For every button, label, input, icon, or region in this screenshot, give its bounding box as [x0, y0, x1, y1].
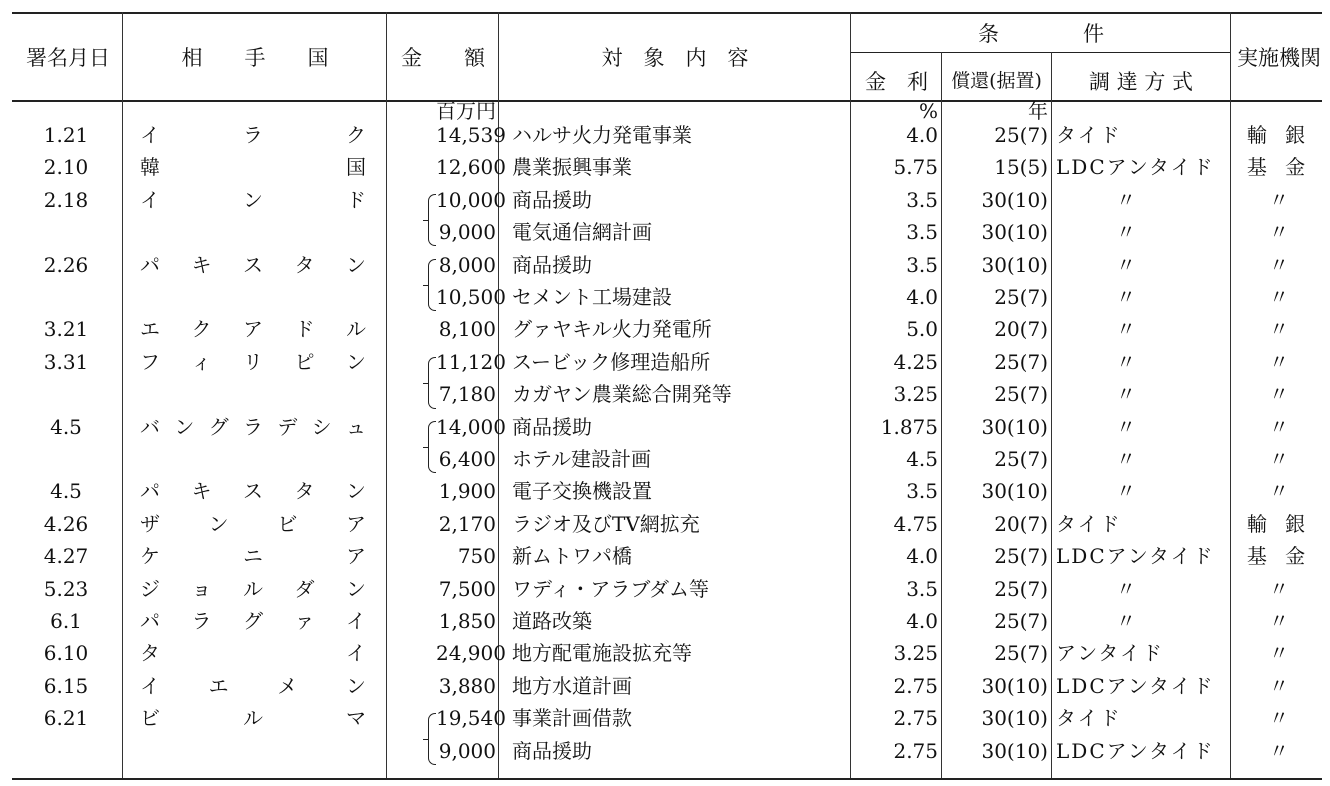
cell-proc: LDCアンタイド — [1056, 673, 1215, 698]
cell-date: 6.10 — [43, 641, 89, 666]
cell-agency: 〃 — [1269, 317, 1289, 342]
header-conditions: 条 件 — [978, 22, 1104, 46]
cell-subject: セメント工場建設 — [512, 285, 672, 309]
cell-date: 2.26 — [43, 252, 89, 277]
cell-proc: タイド — [1056, 123, 1122, 147]
cell-country: パ ラ グ ァ イ — [140, 609, 366, 633]
cell-agency: 基 金 — [1246, 544, 1312, 569]
header-repayment: 償還(据置) — [951, 70, 1042, 92]
cell-amount: 12,600 — [436, 155, 506, 180]
cell-amount: 7,180 — [438, 382, 496, 407]
cell-amount: 2,170 — [438, 511, 496, 536]
cell-agency: 〃 — [1269, 252, 1289, 277]
cell-country: イ エ メ ン — [140, 673, 366, 698]
cell-country: タ イ — [140, 641, 366, 666]
cell-subject: 商品援助 — [512, 187, 592, 212]
unit-amount: 百万円 — [436, 99, 496, 123]
cell-country: パ キ ス タ ン — [140, 479, 366, 504]
cell-repay: 25(7) — [994, 544, 1048, 569]
cell-subject: 事業計画借款 — [512, 706, 632, 731]
cell-country: フ ィ リ ピ ン — [140, 349, 366, 374]
header-bottom-rule — [12, 100, 1322, 102]
header-interest: 金 利 — [865, 70, 928, 94]
cell-amount: 9,000 — [438, 220, 496, 245]
cell-date: 6.21 — [43, 706, 89, 731]
header-date: 署名月日 — [26, 46, 110, 70]
cell-date: 5.23 — [43, 576, 89, 601]
col-divider — [1230, 12, 1231, 778]
group-brace — [428, 421, 436, 473]
cell-interest: 4.5 — [906, 447, 938, 471]
header-amount: 金 額 — [401, 46, 485, 70]
cell-amount: 3,880 — [438, 673, 496, 698]
cell-repay: 25(7) — [994, 641, 1048, 666]
cell-repay: 30(10) — [981, 252, 1048, 277]
cell-subject: スービック修理造船所 — [512, 349, 711, 374]
cell-interest: 4.0 — [906, 544, 938, 569]
cell-amount: 1,850 — [438, 609, 496, 633]
cell-interest: 4.25 — [893, 349, 938, 374]
cell-amount: 14,539 — [436, 123, 506, 147]
cell-subject: カガヤン農業総合開発等 — [512, 382, 732, 407]
cell-subject: ハルサ火力発電事業 — [512, 123, 692, 147]
cell-proc: 〃 — [1116, 382, 1136, 407]
cell-repay: 30(10) — [981, 414, 1048, 439]
cell-repay: 20(7) — [994, 317, 1048, 342]
cell-country: イ ラ ク — [140, 123, 366, 147]
col-divider — [122, 12, 123, 778]
cell-date: 1.21 — [43, 123, 89, 147]
cell-amount: 750 — [457, 544, 496, 569]
cell-country: 韓 国 — [140, 155, 366, 180]
cell-subject: ホテル建設計画 — [512, 447, 651, 471]
cell-repay: 25(7) — [994, 123, 1048, 147]
cell-amount: 10,500 — [436, 285, 506, 309]
cell-agency: 〃 — [1269, 706, 1289, 731]
cell-subject: 電子交換機設置 — [512, 479, 652, 504]
header-country: 相 手 国 — [181, 46, 329, 70]
group-brace — [428, 194, 436, 246]
cell-repay: 25(7) — [994, 285, 1048, 309]
cell-interest: 4.0 — [906, 609, 938, 633]
cell-date: 4.5 — [50, 414, 82, 439]
cell-subject: 地方配電施設拡充等 — [512, 641, 692, 666]
cell-amount: 1,900 — [438, 479, 496, 504]
cell-amount: 14,000 — [436, 414, 506, 439]
group-brace — [428, 259, 436, 311]
cell-subject: 道路改築 — [512, 609, 592, 633]
cell-repay: 25(7) — [994, 349, 1048, 374]
cell-date: 2.10 — [43, 155, 89, 180]
cell-subject: ワディ・アラブダム等 — [512, 576, 709, 601]
cell-proc: 〃 — [1116, 447, 1136, 471]
cell-agency: 〃 — [1269, 220, 1289, 245]
cell-amount: 7,500 — [438, 576, 496, 601]
cell-agency: 〃 — [1269, 382, 1289, 407]
cell-date: 2.18 — [43, 187, 89, 212]
cell-country: ビ ル マ — [140, 706, 366, 731]
cell-country: ケ ニ ア — [140, 544, 366, 569]
cell-interest: 5.0 — [906, 317, 938, 342]
cell-interest: 2.75 — [893, 706, 938, 731]
cell-repay: 25(7) — [994, 382, 1048, 407]
cell-country: バ ン グ ラ デ シ ュ — [140, 414, 366, 439]
cell-proc: LDCアンタイド — [1056, 738, 1215, 763]
cell-interest: 2.75 — [893, 673, 938, 698]
table-bottom-rule — [12, 778, 1322, 780]
cell-agency: 〃 — [1269, 738, 1289, 763]
cell-proc: 〃 — [1116, 187, 1136, 212]
group-brace — [428, 713, 436, 765]
cell-agency: 輸 銀 — [1246, 511, 1312, 536]
cell-country: ザ ン ビ ア — [140, 511, 366, 536]
cell-interest: 4.0 — [906, 285, 938, 309]
cell-agency: 〃 — [1269, 576, 1289, 601]
cell-amount: 24,900 — [436, 641, 506, 666]
unit-repayment: 年 — [1028, 99, 1048, 123]
cell-amount: 6,400 — [438, 447, 496, 471]
cell-repay: 20(7) — [994, 511, 1048, 536]
cell-subject: 商品援助 — [512, 414, 592, 439]
cell-interest: 3.5 — [906, 187, 938, 212]
cell-proc: 〃 — [1116, 220, 1136, 245]
cell-date: 6.1 — [50, 609, 82, 633]
cell-subject: 電気通信網計画 — [512, 220, 652, 245]
cell-interest: 1.875 — [880, 414, 938, 439]
cell-date: 3.21 — [43, 317, 89, 342]
cell-agency: 〃 — [1269, 673, 1289, 698]
cell-agency: 〃 — [1269, 285, 1289, 309]
cell-amount: 10,000 — [436, 187, 506, 212]
cell-proc: タイド — [1056, 511, 1122, 536]
cell-interest: 3.5 — [906, 252, 938, 277]
cell-subject: グァヤキル火力発電所 — [512, 317, 712, 342]
cell-country: エ ク ア ド ル — [140, 317, 366, 342]
cell-agency: 〃 — [1269, 641, 1289, 666]
cell-interest: 3.25 — [893, 382, 938, 407]
cell-interest: 3.25 — [893, 641, 938, 666]
cell-date: 6.15 — [43, 673, 89, 698]
cell-proc: 〃 — [1116, 252, 1136, 277]
cell-subject: 商品援助 — [512, 252, 592, 277]
col-divider — [386, 12, 387, 778]
group-brace — [428, 357, 436, 409]
cell-proc: アンタイド — [1056, 641, 1164, 666]
cell-subject: 農業振興事業 — [512, 155, 632, 180]
cell-proc: 〃 — [1116, 317, 1136, 342]
cell-proc: 〃 — [1116, 479, 1136, 504]
cell-agency: 輸 銀 — [1246, 123, 1312, 147]
cell-proc: 〃 — [1116, 609, 1136, 633]
unit-interest: % — [918, 99, 938, 123]
cell-subject: 新ムトワパ橋 — [512, 544, 632, 569]
col-divider — [1051, 52, 1052, 778]
cell-interest: 4.0 — [906, 123, 938, 147]
cell-date: 4.26 — [43, 511, 89, 536]
cell-repay: 30(10) — [981, 220, 1048, 245]
cell-amount: 11,120 — [436, 349, 506, 374]
cell-date: 4.27 — [43, 544, 89, 569]
cell-agency: 〃 — [1269, 349, 1289, 374]
cell-agency: 基 金 — [1246, 155, 1312, 180]
cell-date: 4.5 — [50, 479, 82, 504]
cell-date: 3.31 — [43, 349, 89, 374]
cell-repay: 30(10) — [981, 479, 1048, 504]
table-top-rule — [12, 12, 1322, 14]
cell-proc: 〃 — [1116, 349, 1136, 374]
cell-interest: 5.75 — [893, 155, 938, 180]
cell-proc: 〃 — [1116, 285, 1136, 309]
cell-repay: 25(7) — [994, 576, 1048, 601]
cell-proc: LDCアンタイド — [1056, 155, 1215, 180]
cell-amount: 8,000 — [438, 252, 496, 277]
cell-subject: 地方水道計画 — [512, 673, 632, 698]
cell-amount: 9,000 — [438, 738, 496, 763]
cell-proc: LDCアンタイド — [1056, 544, 1215, 569]
cell-agency: 〃 — [1269, 187, 1289, 212]
cell-agency: 〃 — [1269, 609, 1289, 633]
header-subject: 対 象 内 容 — [601, 46, 749, 70]
cell-repay: 15(5) — [994, 155, 1048, 180]
cell-repay: 30(10) — [981, 706, 1048, 731]
header-agency: 実施機関 — [1237, 46, 1321, 70]
cell-proc: 〃 — [1116, 414, 1136, 439]
cell-repay: 25(7) — [994, 609, 1048, 633]
cell-repay: 30(10) — [981, 187, 1048, 212]
cell-agency: 〃 — [1269, 414, 1289, 439]
cell-amount: 19,540 — [436, 706, 506, 731]
cell-proc: タイド — [1056, 706, 1122, 731]
cell-interest: 3.5 — [906, 576, 938, 601]
cell-country: ジ ョ ル ダ ン — [140, 576, 366, 601]
cell-proc: 〃 — [1116, 576, 1136, 601]
cell-country: パ キ ス タ ン — [140, 252, 366, 277]
cell-repay: 30(10) — [981, 738, 1048, 763]
cell-country: イ ン ド — [140, 187, 366, 212]
cell-repay: 25(7) — [994, 447, 1048, 471]
col-divider — [850, 12, 851, 778]
cell-amount: 8,100 — [438, 317, 496, 342]
header-procurement: 調 達 方 式 — [1088, 70, 1194, 94]
cell-subject: ラジオ及びTV網拡充 — [512, 511, 700, 536]
cell-interest: 2.75 — [893, 738, 938, 763]
cell-interest: 3.5 — [906, 479, 938, 504]
cell-agency: 〃 — [1269, 479, 1289, 504]
cell-agency: 〃 — [1269, 447, 1289, 471]
conditions-subrule — [850, 52, 1230, 53]
cell-interest: 3.5 — [906, 220, 938, 245]
cell-repay: 30(10) — [981, 673, 1048, 698]
cell-subject: 商品援助 — [512, 738, 592, 763]
cell-interest: 4.75 — [893, 511, 938, 536]
